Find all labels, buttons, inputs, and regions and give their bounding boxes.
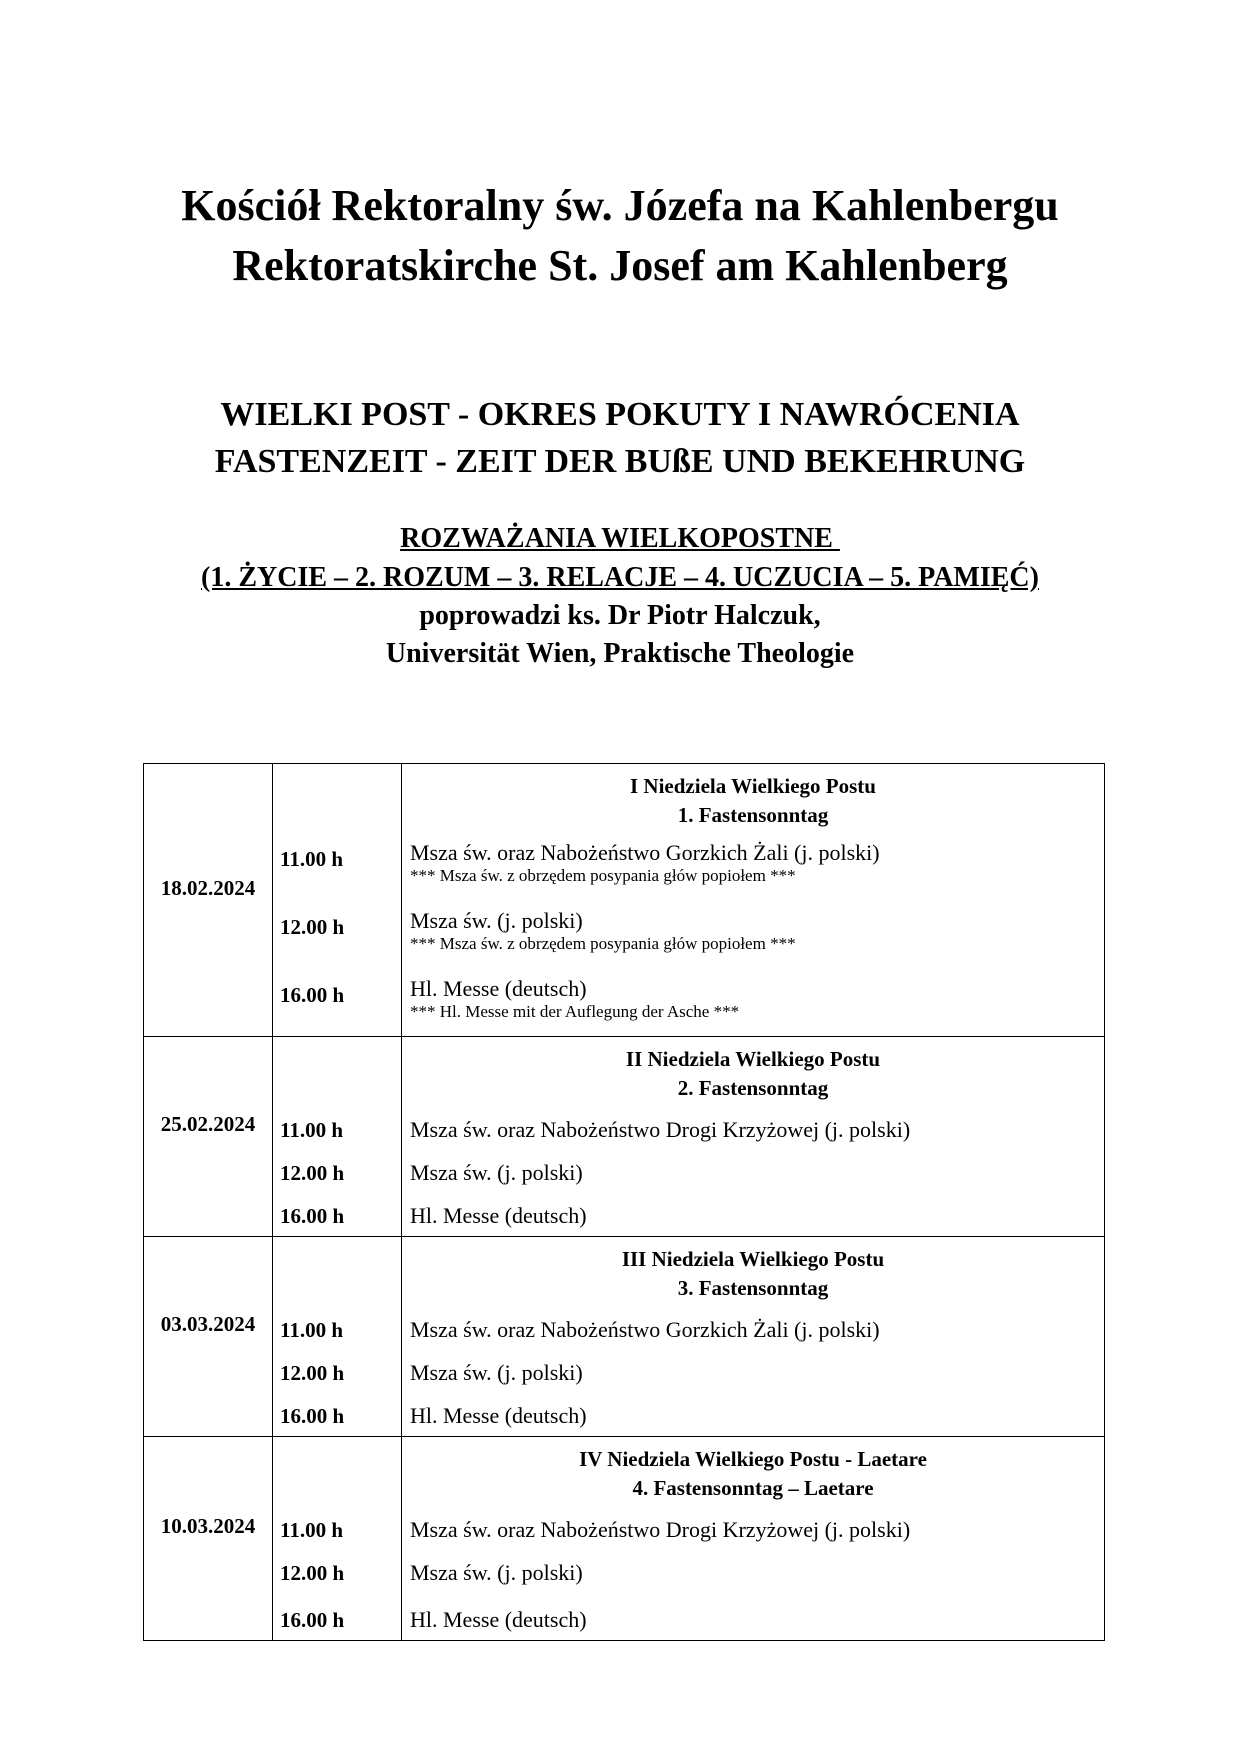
service-entry bbox=[402, 907, 1104, 975]
service-label: Msza św. oraz Nabożeństwo Gorzkich Żali (j. polski) bbox=[410, 1317, 880, 1342]
church-title-pl: Kościół Rektoralny św. Józefa na Kahlenbergu bbox=[181, 181, 1059, 230]
lecture-topics-text: (1. ŻYCIE – 2. ROZUM – 3. RELACJE – 4. UCZUCIA – 5. PAMIĘĆ) bbox=[201, 562, 1039, 593]
sunday-name-pl: III Niedziela Wielkiego Postu bbox=[621, 1247, 885, 1271]
sunday-heading bbox=[402, 1237, 1104, 1316]
week-date: 03.03.2024 bbox=[160, 1312, 256, 1336]
service-time: 12.00 h bbox=[280, 1161, 345, 1185]
service-note: *** Msza św. z obrzędem posypania głów popiołem *** bbox=[410, 934, 796, 953]
season-title-pl: WIELKI POST - OKRES POKUTY I NAWRÓCENIA bbox=[220, 396, 1020, 433]
service-time: 12.00 h bbox=[280, 915, 345, 939]
service-label: Msza św. (j. polski) bbox=[410, 1160, 583, 1185]
lecture-presenter: poprowadzi ks. Dr Piotr Halczuk, bbox=[419, 600, 821, 631]
service-label: Msza św. (j. polski) bbox=[410, 1560, 583, 1585]
lecture-title-text: ROZWAŻANIA WIELKOPOSTNE bbox=[400, 523, 840, 554]
services-column bbox=[402, 1037, 1104, 1236]
sunday-name-de: 3. Fastensonntag bbox=[677, 1276, 829, 1300]
service-label: Msza św. oraz Nabożeństwo Drogi Krzyżowej (j. polski) bbox=[410, 1117, 911, 1142]
week-content bbox=[273, 764, 1105, 1037]
sunday-name-de: 2. Fastensonntag bbox=[677, 1076, 829, 1100]
lecture-topics bbox=[0, 561, 1240, 595]
service-time: 11.00 h bbox=[280, 1118, 344, 1142]
sunday-name-de: 1. Fastensonntag bbox=[677, 803, 829, 827]
sunday-heading bbox=[402, 1037, 1104, 1116]
week-date: 10.03.2024 bbox=[160, 1514, 256, 1538]
time-column bbox=[273, 764, 402, 1036]
church-title-de: Rektoratskirche St. Josef am Kahlenberg bbox=[232, 241, 1008, 290]
service-time: 12.00 h bbox=[280, 1561, 345, 1585]
sunday-name-pl: II Niedziela Wielkiego Postu bbox=[625, 1047, 881, 1071]
service-label: Hl. Messe (deutsch) bbox=[410, 1203, 587, 1228]
services-column bbox=[402, 764, 1104, 1036]
service-note: *** Hl. Messe mit der Auflegung der Asche *** bbox=[410, 1002, 740, 1021]
service-label: Msza św. oraz Nabożeństwo Drogi Krzyżowej (j. polski) bbox=[410, 1517, 911, 1542]
schedule-week bbox=[144, 1037, 1105, 1237]
schedule-table bbox=[143, 763, 1105, 1641]
service-label: Hl. Messe (deutsch) bbox=[410, 1403, 587, 1428]
time-column bbox=[273, 1237, 402, 1436]
week-content bbox=[273, 1237, 1105, 1437]
service-time: 12.00 h bbox=[280, 1361, 345, 1385]
schedule-week bbox=[144, 1237, 1105, 1437]
time-column bbox=[273, 1037, 402, 1236]
week-content bbox=[273, 1037, 1105, 1237]
week-date: 25.02.2024 bbox=[160, 1112, 256, 1136]
service-label: Msza św. oraz Nabożeństwo Gorzkich Żali (j. polski) bbox=[410, 840, 880, 865]
service-time: 11.00 h bbox=[280, 1318, 344, 1342]
service-label: Msza św. (j. polski) bbox=[410, 908, 583, 933]
services-column bbox=[402, 1437, 1104, 1640]
sunday-heading bbox=[402, 764, 1104, 839]
week-date-cell bbox=[144, 1437, 273, 1641]
service-entry bbox=[402, 975, 1104, 1022]
time-column bbox=[273, 1437, 402, 1640]
lecture-title bbox=[0, 522, 1240, 556]
sunday-name-pl: I Niedziela Wielkiego Postu bbox=[630, 774, 876, 798]
week-date-cell bbox=[144, 1237, 273, 1437]
sunday-heading bbox=[402, 1437, 1104, 1516]
schedule-week bbox=[144, 764, 1105, 1037]
service-time: 16.00 h bbox=[280, 1608, 345, 1632]
service-time: 16.00 h bbox=[280, 1204, 345, 1228]
service-entry bbox=[402, 839, 1104, 907]
week-date-cell bbox=[144, 1037, 273, 1237]
service-time: 16.00 h bbox=[280, 1404, 345, 1428]
service-time: 16.00 h bbox=[280, 983, 345, 1007]
sunday-name-de: 4. Fastensonntag – Laetare bbox=[632, 1476, 874, 1500]
service-label: Hl. Messe (deutsch) bbox=[410, 976, 587, 1001]
services-column bbox=[402, 1237, 1104, 1436]
season-title-de: FASTENZEIT - ZEIT DER BUßE UND BEKEHRUNG bbox=[214, 443, 1026, 480]
week-date-cell bbox=[144, 764, 273, 1037]
service-time: 11.00 h bbox=[280, 1518, 344, 1542]
sunday-name-pl: IV Niedziela Wielkiego Postu - Laetare bbox=[579, 1447, 927, 1471]
week-date: 18.02.2024 bbox=[160, 875, 256, 900]
schedule-week bbox=[144, 1437, 1105, 1641]
service-time: 11.00 h bbox=[280, 847, 344, 871]
lecture-affiliation: Universität Wien, Praktische Theologie bbox=[385, 638, 855, 669]
service-label: Msza św. (j. polski) bbox=[410, 1360, 583, 1385]
service-note: *** Msza św. z obrzędem posypania głów popiołem *** bbox=[410, 866, 796, 885]
week-content bbox=[273, 1437, 1105, 1641]
service-label: Hl. Messe (deutsch) bbox=[410, 1607, 587, 1632]
